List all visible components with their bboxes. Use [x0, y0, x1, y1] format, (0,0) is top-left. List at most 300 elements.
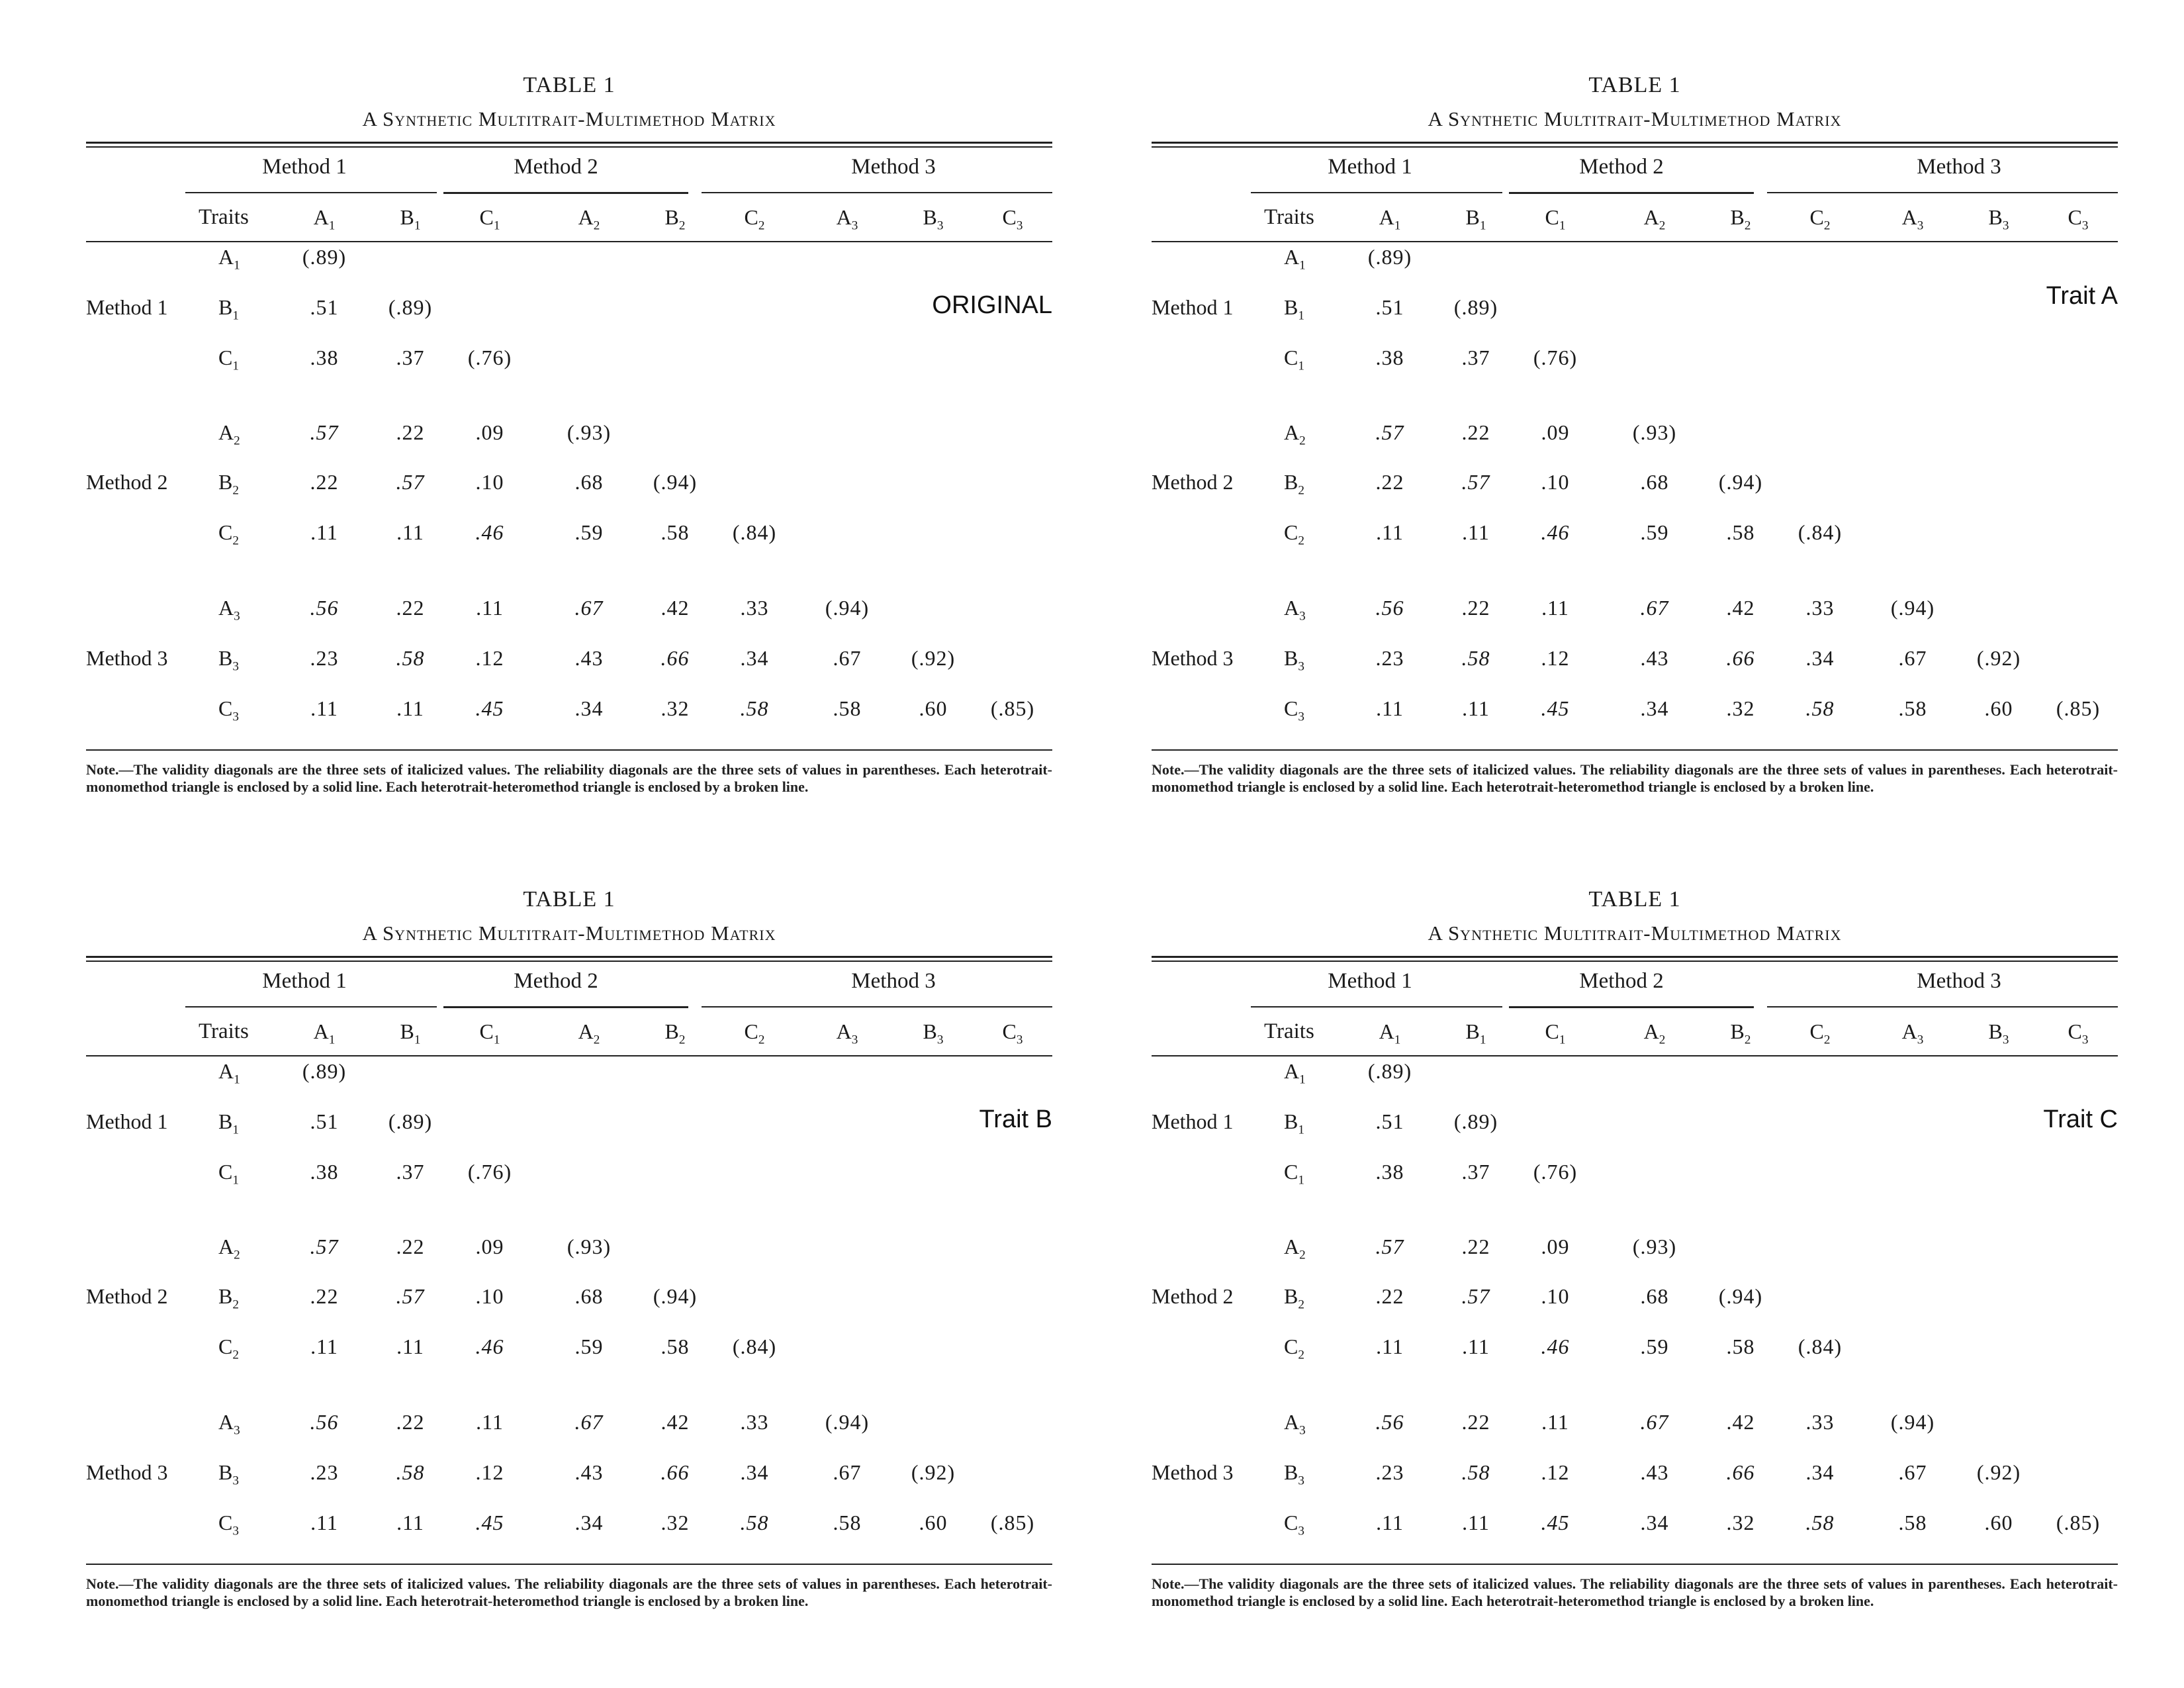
table-cell: (.84)	[732, 520, 777, 544]
table-cell: .58	[1898, 696, 1927, 720]
row-letter: C	[218, 1335, 233, 1358]
table-cell: .42	[1726, 596, 1755, 620]
column-letter: A	[313, 205, 329, 229]
column-letter: C	[479, 205, 494, 229]
row-subscript: 3	[232, 1524, 239, 1538]
row-letter: B	[218, 470, 233, 494]
method-header-1: Method 1	[262, 969, 347, 993]
table-cell: (.89)	[1453, 295, 1498, 319]
column-subscript: 3	[851, 218, 858, 233]
table-subtitle: A Synthetic Multitrait-Multimethod Matrix	[1428, 107, 1842, 130]
row-subscript: 1	[1298, 308, 1304, 323]
column-subscript: 1	[493, 1033, 500, 1047]
table-cell: .58	[740, 696, 769, 720]
column-subscript: 2	[1744, 1033, 1751, 1047]
row-letter: B	[1284, 1460, 1298, 1484]
table-cell: .57	[396, 470, 425, 494]
column-subscript: 1	[1559, 1033, 1566, 1047]
table-cell: .59	[574, 520, 604, 544]
row-subscript: 3	[1299, 609, 1306, 624]
row-subscript: 1	[1298, 1173, 1304, 1188]
table-cell: .58	[1805, 1511, 1835, 1534]
table-cell: .10	[475, 1284, 504, 1308]
table-cell: .33	[1805, 596, 1835, 620]
row-subscript: 1	[232, 1173, 239, 1188]
table-cell: .22	[396, 1410, 425, 1434]
column-letter: C	[1809, 1019, 1824, 1043]
table-cell: .11	[396, 696, 424, 720]
table-cell: .11	[1541, 596, 1569, 620]
table-cell: .32	[660, 696, 690, 720]
table-cell: .57	[1375, 1235, 1404, 1258]
table-cell: (.89)	[388, 295, 433, 319]
column-letter: A	[836, 1019, 852, 1043]
table-cell: (.93)	[1632, 420, 1677, 444]
table-cell: .32	[660, 1511, 690, 1534]
method-rule-2	[443, 192, 688, 194]
column-letter: A	[313, 1019, 329, 1043]
row-letter: A	[218, 420, 234, 444]
table-cell: .57	[396, 1284, 425, 1308]
row-method-label: Method 1	[86, 295, 168, 319]
table-cell: (.92)	[1976, 1460, 2021, 1484]
table-cell: .11	[1376, 696, 1404, 720]
column-letter: A	[1643, 205, 1659, 229]
column-header	[1780, 205, 1860, 233]
table-cell: .33	[740, 1410, 769, 1434]
row-subscript: 1	[1298, 359, 1304, 373]
row-trait-label	[218, 1160, 258, 1188]
top-rule	[1152, 142, 2118, 144]
table-cell: .11	[310, 1511, 338, 1534]
table-cell: .58	[1461, 1460, 1490, 1484]
row-subscript: 1	[232, 1123, 239, 1137]
bottom-rule	[1152, 1564, 2118, 1565]
method-rule-3	[1767, 192, 2118, 193]
column-header	[1436, 1019, 1516, 1047]
table-cell: .58	[660, 1335, 690, 1358]
column-subscript: 3	[2081, 1033, 2089, 1047]
row-trait-label	[1284, 1160, 1324, 1188]
top-rule	[1152, 956, 2118, 958]
table-cell: .11	[310, 1335, 338, 1358]
table-cell: .11	[396, 1335, 424, 1358]
table-cell: .58	[833, 1511, 862, 1534]
table-cell: .46	[1541, 520, 1570, 544]
table-cell: .11	[476, 596, 504, 620]
row-letter: B	[1284, 646, 1298, 670]
table-cell: .58	[660, 520, 690, 544]
column-subscript: 1	[1394, 1033, 1401, 1047]
table-cell: .32	[1726, 696, 1755, 720]
row-letter: C	[1284, 346, 1298, 369]
table-cell: .09	[1541, 420, 1570, 444]
table-cell: (.92)	[1976, 646, 2021, 670]
row-letter: A	[1284, 420, 1300, 444]
table-cell: .34	[1640, 1511, 1669, 1534]
table-cell: .23	[1375, 646, 1404, 670]
table-cell: .51	[310, 295, 339, 319]
table-cell: .11	[310, 696, 338, 720]
top-rule-2	[86, 961, 1052, 962]
table-cell: (.89)	[302, 1059, 347, 1083]
table-cell: .42	[660, 596, 690, 620]
table-cell: .34	[1805, 1460, 1835, 1484]
row-letter: B	[218, 1284, 233, 1308]
row-subscript: 2	[234, 434, 240, 448]
column-header	[1516, 205, 1595, 233]
row-letter: B	[1284, 295, 1298, 319]
table-cell: .22	[1375, 1284, 1404, 1308]
table-cell: .60	[919, 696, 948, 720]
table-cell: .12	[1541, 646, 1570, 670]
table-cell: .37	[1461, 346, 1490, 369]
table-cell: (.84)	[1797, 1335, 1843, 1358]
table-cell: (.89)	[1367, 245, 1412, 269]
row-trait-label	[1284, 1410, 1324, 1438]
method-header-2: Method 2	[1579, 155, 1664, 179]
row-letter: A	[1284, 596, 1300, 620]
table-cell: .57	[1461, 1284, 1490, 1308]
table-cell: .34	[740, 646, 769, 670]
table-cell: .57	[310, 420, 339, 444]
row-trait-label	[1284, 596, 1324, 624]
column-header	[285, 205, 364, 233]
table-cell: .67	[1898, 646, 1927, 670]
table-cell: .56	[1375, 1410, 1404, 1434]
column-letter: B	[923, 205, 937, 229]
panel-original	[86, 73, 1052, 841]
column-header	[635, 1019, 715, 1047]
table-cell: (.94)	[825, 596, 870, 620]
table-cell: .38	[1375, 346, 1404, 369]
table-cell: (.89)	[302, 245, 347, 269]
column-header	[1350, 1019, 1430, 1047]
row-method-label: Method 3	[1152, 1460, 1234, 1484]
row-trait-label	[1284, 646, 1324, 674]
row-trait-label	[218, 1335, 258, 1362]
row-trait-label	[1284, 1059, 1324, 1087]
row-subscript: 3	[232, 659, 239, 674]
row-letter: C	[218, 1160, 233, 1184]
column-letter: C	[2068, 1019, 2082, 1043]
method-header-2: Method 2	[514, 155, 598, 179]
column-header	[893, 205, 973, 233]
row-trait-label	[218, 596, 258, 624]
row-letter: A	[1284, 1235, 1300, 1258]
method-rule-2	[1509, 192, 1754, 194]
table-cell: .42	[1726, 1410, 1755, 1434]
table-note: Note.—The validity diagonals are the three sets of italicized values. The reliability diagonals are the three sets of values in parentheses. Each heterotrait-monomethod triangle is enclosed by a solid line. Each heterotrait-heteromethod triangle is enclosed by a broken line.	[1152, 761, 2118, 795]
column-subscript: 3	[1016, 218, 1023, 233]
table-cell: .59	[574, 1335, 604, 1358]
row-method-label: Method 1	[86, 1109, 168, 1133]
table-cell: .33	[740, 596, 769, 620]
table-cell: .66	[660, 1460, 690, 1484]
table-cell: (.76)	[1533, 346, 1578, 369]
table-cell: .22	[1461, 420, 1490, 444]
traits-label: Traits	[1264, 1019, 1314, 1043]
table-cell: .58	[1461, 646, 1490, 670]
panel-trait-b	[86, 887, 1052, 1655]
column-letter: B	[923, 1019, 937, 1043]
table-cell: .60	[1984, 696, 2013, 720]
row-subscript: 2	[232, 483, 239, 498]
row-subscript: 3	[234, 609, 240, 624]
panel-trait-a	[1152, 73, 2118, 841]
column-header	[1873, 205, 1952, 233]
column-letter: C	[1545, 205, 1559, 229]
table-cell: (.89)	[1367, 1059, 1412, 1083]
column-header	[450, 1019, 529, 1047]
row-trait-label	[218, 520, 258, 548]
table-note: Note.—The validity diagonals are the three sets of italicized values. The reliability diagonals are the three sets of values in parentheses. Each heterotrait-monomethod triangle is enclosed by a solid line. Each heterotrait-heteromethod triangle is enclosed by a broken line.	[86, 1575, 1052, 1609]
table-cell: (.94)	[825, 1410, 870, 1434]
table-cell: .45	[1541, 1511, 1570, 1534]
table-cell: .10	[1541, 1284, 1570, 1308]
table-cell: .67	[833, 646, 862, 670]
table-cell: .09	[1541, 1235, 1570, 1258]
column-letter: B	[1730, 1019, 1745, 1043]
column-letter: B	[1988, 1019, 2003, 1043]
row-letter: A	[1284, 1059, 1300, 1083]
row-letter: C	[218, 520, 233, 544]
header-rule	[1152, 241, 2118, 242]
column-header	[549, 205, 629, 233]
method-header-3: Method 3	[851, 155, 936, 179]
column-subscript: 3	[1917, 1033, 1924, 1047]
table-cell: .43	[1640, 1460, 1669, 1484]
table-cell: .37	[1461, 1160, 1490, 1184]
column-header	[1959, 205, 2038, 233]
table-cell: (.76)	[1533, 1160, 1578, 1184]
bottom-rule	[86, 1564, 1052, 1565]
column-subscript: 2	[678, 1033, 686, 1047]
table-cell: .11	[1376, 1335, 1404, 1358]
row-method-label: Method 2	[86, 1284, 168, 1308]
table-cell: (.85)	[990, 1511, 1035, 1534]
row-trait-label	[1284, 1109, 1324, 1137]
column-header	[1780, 1019, 1860, 1047]
method-header-1: Method 1	[1328, 155, 1412, 179]
method-rule-1	[1251, 1006, 1502, 1008]
table-cell: (.93)	[567, 420, 612, 444]
row-method-label: Method 2	[86, 470, 168, 494]
table-cell: (.94)	[653, 470, 698, 494]
column-letter: C	[1809, 205, 1824, 229]
method-header-1: Method 1	[262, 155, 347, 179]
table-cell: .11	[1541, 1410, 1569, 1434]
row-trait-label	[218, 1410, 258, 1438]
column-letter: A	[578, 205, 594, 229]
column-subscript: 3	[936, 1033, 944, 1047]
bottom-rule	[1152, 749, 2118, 751]
row-trait-label	[1284, 346, 1324, 373]
table-cell: .67	[833, 1460, 862, 1484]
table-cell: .51	[1375, 295, 1404, 319]
table-cell: .56	[1375, 596, 1404, 620]
table-cell: .12	[475, 1460, 504, 1484]
row-trait-label	[1284, 420, 1324, 448]
column-subscript: 1	[328, 1033, 336, 1047]
row-trait-label	[218, 295, 258, 323]
column-header	[2038, 1019, 2118, 1047]
row-subscript: 2	[1298, 483, 1304, 498]
method-rule-3	[702, 1006, 1052, 1008]
table-cell: .34	[740, 1460, 769, 1484]
table-cell: .67	[574, 1410, 604, 1434]
table-cell: .33	[1805, 1410, 1835, 1434]
table-cell: .58	[740, 1511, 769, 1534]
table-cell: (.89)	[1453, 1109, 1498, 1133]
row-trait-label	[1284, 1335, 1324, 1362]
table-cell: .66	[660, 646, 690, 670]
row-trait-label	[218, 346, 258, 373]
table-cell: .11	[396, 1511, 424, 1534]
column-subscript: 3	[2002, 218, 2009, 233]
table-cell: .23	[310, 646, 339, 670]
row-subscript: 2	[232, 534, 239, 548]
table-cell: .68	[574, 1284, 604, 1308]
row-subscript: 3	[1299, 1423, 1306, 1438]
table-cell: .22	[1461, 596, 1490, 620]
row-subscript: 2	[1299, 434, 1306, 448]
row-trait-label	[1284, 470, 1324, 498]
column-header	[1615, 1019, 1694, 1047]
column-subscript: 1	[1479, 218, 1486, 233]
panel-label: Trait C	[2043, 1105, 2118, 1133]
column-subscript: 1	[1559, 218, 1566, 233]
table-cell: (.93)	[1632, 1235, 1677, 1258]
table-cell: .45	[475, 696, 504, 720]
table-cell: .45	[475, 1511, 504, 1534]
row-trait-label	[218, 470, 258, 498]
table-cell: .38	[1375, 1160, 1404, 1184]
panel-label: Trait B	[979, 1105, 1052, 1133]
table-cell: .51	[1375, 1109, 1404, 1133]
column-header	[450, 205, 529, 233]
table-cell: .37	[396, 1160, 425, 1184]
table-cell: .58	[1726, 1335, 1755, 1358]
row-trait-label	[1284, 245, 1324, 273]
row-letter: C	[1284, 1160, 1298, 1184]
row-trait-label	[218, 1109, 258, 1137]
table-cell: .46	[475, 1335, 504, 1358]
row-trait-label	[218, 1059, 258, 1087]
column-letter: A	[1901, 1019, 1917, 1043]
column-subscript: 2	[1823, 218, 1831, 233]
column-subscript: 2	[678, 218, 686, 233]
row-subscript: 3	[232, 710, 239, 724]
row-trait-label	[1284, 1284, 1324, 1312]
row-letter: C	[218, 696, 233, 720]
top-rule	[86, 956, 1052, 958]
row-letter: A	[218, 596, 234, 620]
column-subscript: 3	[2081, 218, 2089, 233]
row-trait-label	[1284, 1235, 1324, 1262]
table-cell: .11	[1376, 1511, 1404, 1534]
row-trait-label	[1284, 520, 1324, 548]
table-cell: .23	[1375, 1460, 1404, 1484]
row-subscript: 1	[1299, 258, 1306, 273]
column-header	[1873, 1019, 1952, 1047]
column-header	[1436, 205, 1516, 233]
table-cell: .11	[1462, 520, 1490, 544]
row-letter: C	[218, 346, 233, 369]
row-letter: B	[1284, 1109, 1298, 1133]
row-subscript: 2	[232, 1297, 239, 1312]
column-header	[807, 1019, 887, 1047]
column-header	[715, 205, 794, 233]
row-letter: B	[218, 295, 233, 319]
table-cell: .34	[574, 1511, 604, 1534]
row-method-label: Method 1	[1152, 295, 1234, 319]
column-header	[807, 205, 887, 233]
table-cell: .58	[1726, 520, 1755, 544]
column-letter: C	[744, 1019, 758, 1043]
column-header	[893, 1019, 973, 1047]
table-cell: .57	[310, 1235, 339, 1258]
method-header-3: Method 3	[1917, 969, 2001, 993]
column-letter: B	[400, 1019, 414, 1043]
table-cell: (.92)	[911, 646, 956, 670]
table-cell: .11	[1462, 696, 1490, 720]
row-method-label: Method 3	[86, 646, 168, 670]
row-letter: C	[1284, 520, 1298, 544]
column-subscript: 2	[593, 1033, 600, 1047]
row-trait-label	[218, 1511, 258, 1538]
column-subscript: 1	[328, 218, 336, 233]
column-letter: A	[1643, 1019, 1659, 1043]
table-note: Note.—The validity diagonals are the three sets of italicized values. The reliability diagonals are the three sets of values in parentheses. Each heterotrait-monomethod triangle is enclosed by a solid line. Each heterotrait-heteromethod triangle is enclosed by a broken line.	[86, 761, 1052, 795]
row-letter: B	[1284, 470, 1298, 494]
column-letter: B	[400, 205, 414, 229]
column-subscript: 3	[2002, 1033, 2009, 1047]
column-subscript: 3	[1917, 218, 1924, 233]
row-subscript: 1	[234, 258, 240, 273]
column-letter: B	[664, 205, 679, 229]
row-trait-label	[1284, 295, 1324, 323]
table-cell: .23	[310, 1460, 339, 1484]
table-cell: .58	[833, 696, 862, 720]
row-letter: B	[218, 1109, 233, 1133]
method-rule-2	[443, 1006, 688, 1008]
row-letter: A	[218, 245, 234, 269]
table-cell: .68	[1640, 1284, 1669, 1308]
row-subscript: 2	[1298, 1348, 1304, 1362]
table-cell: .11	[1462, 1511, 1490, 1534]
column-letter: B	[1465, 1019, 1480, 1043]
bottom-rule	[86, 749, 1052, 751]
header-rule	[86, 241, 1052, 242]
row-letter: A	[218, 1235, 234, 1258]
table-subtitle: A Synthetic Multitrait-Multimethod Matrix	[1428, 921, 1842, 945]
row-subscript: 3	[1298, 710, 1304, 724]
table-cell: .12	[475, 646, 504, 670]
table-cell: .10	[1541, 470, 1570, 494]
column-letter: A	[1379, 1019, 1394, 1043]
column-subscript: 2	[1659, 1033, 1666, 1047]
table-cell: (.85)	[2056, 1511, 2101, 1534]
column-letter: B	[1730, 205, 1745, 229]
table-cell: .57	[1461, 470, 1490, 494]
row-subscript: 1	[1299, 1072, 1306, 1087]
table-cell: (.92)	[911, 1460, 956, 1484]
table-cell: .34	[1805, 646, 1835, 670]
row-subscript: 1	[232, 359, 239, 373]
table-cell: .66	[1726, 646, 1755, 670]
column-header	[635, 205, 715, 233]
